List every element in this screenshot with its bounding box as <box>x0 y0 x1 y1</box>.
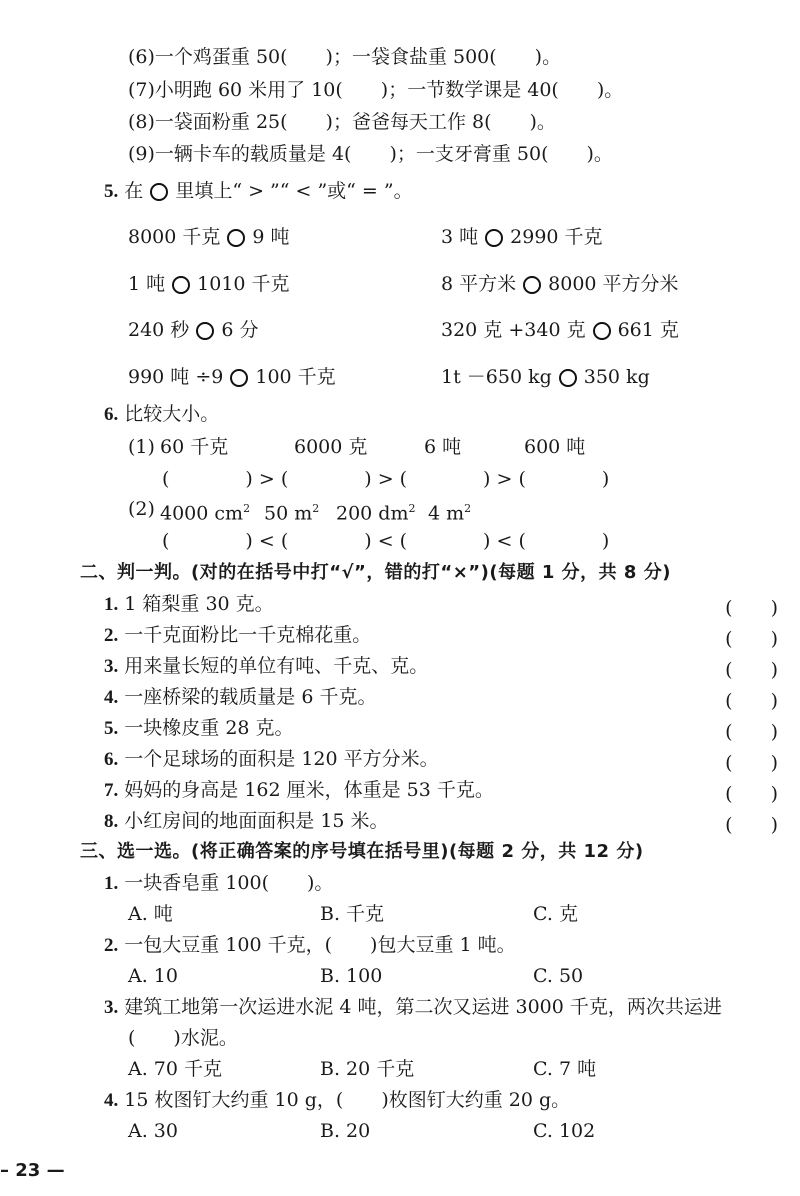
section2-title: 二、判一判。(对的在括号中打“√”，错的打“×”)(每题 1 分，共 8 分) <box>80 562 671 583</box>
page-number: – 23 — <box>0 1160 65 1181</box>
choice-q3: 3. 建筑工地第一次运进水泥 4 吨，第二次又运进 3000 千克，两次共运进 <box>104 996 722 1018</box>
q5-prompt-after: 里填上“ > ”“ < ”或“ = ”。 <box>175 180 413 202</box>
compare-circle[interactable] <box>559 369 577 387</box>
choice-q4: 4. 15 枚图钉大约重 10 g，( )枚图钉大约重 20 g。 <box>104 1089 571 1111</box>
section3-title: 三、选一选。(将正确答案的序号填在括号里)(每题 2 分，共 12 分) <box>80 841 644 862</box>
q6-sub1-item: 6000 克 <box>294 436 368 458</box>
judge-item-4: 4. 一座桥梁的载质量是 6 千克。 <box>104 686 377 708</box>
q5-row-2-left: 1 吨 1010 千克 <box>128 273 290 295</box>
option-b[interactable]: B. 20 千克 <box>320 1058 415 1080</box>
q6-sub1-item: 60 千克 <box>160 436 229 458</box>
choice-q2: 2. 一包大豆重 100 千克，( )包大豆重 1 吨。 <box>104 934 516 956</box>
compare-circle[interactable] <box>172 276 190 294</box>
judge-item-1: 1. 1 箱梨重 30 克。 <box>104 593 274 615</box>
fill-item-8: (8)一袋面粉重 25( )；爸爸每天工作 8( )。 <box>128 111 556 133</box>
q5-row-3-right: 320 克 +340 克 661 克 <box>441 319 679 341</box>
q6-sub2-blanks[interactable]: ( ) < ( ) < ( ) < ( ) <box>162 530 610 552</box>
option-c[interactable]: C. 102 <box>533 1120 596 1142</box>
q6-sub1-item: 6 吨 <box>424 436 462 458</box>
option-a[interactable]: A. 吨 <box>128 903 173 925</box>
option-c[interactable]: C. 7 吨 <box>533 1058 597 1080</box>
judge-bracket[interactable]: ( ) <box>725 659 778 681</box>
circle-icon <box>150 183 168 201</box>
q6-sub1-blanks[interactable]: ( ) > ( ) > ( ) > ( ) <box>162 468 610 490</box>
q5-row-3-left: 240 秒 6 分 <box>128 319 259 341</box>
option-b[interactable]: B. 千克 <box>320 903 385 925</box>
q6-sub2-item: 4000 $cm^2$ <box>160 502 251 525</box>
q5-row-1-right: 3 吨 2990 千克 <box>441 226 603 248</box>
judge-bracket[interactable]: ( ) <box>725 628 778 650</box>
compare-circle[interactable] <box>523 276 541 294</box>
choice-q1: 1. 一块香皂重 100( )。 <box>104 872 334 894</box>
judge-bracket[interactable]: ( ) <box>725 597 778 619</box>
judge-item-2: 2. 一千克面粉比一千克棉花重。 <box>104 624 372 646</box>
q6-sub1-item: 600 吨 <box>524 436 586 458</box>
compare-circle[interactable] <box>196 322 214 340</box>
q5-number: 5. <box>104 181 119 202</box>
q6-sub2-item: 4 $m^2$ <box>428 502 472 525</box>
option-a[interactable]: A. 30 <box>128 1120 178 1142</box>
judge-item-7: 7. 妈妈的身高是 162 厘米，体重是 53 千克。 <box>104 779 494 801</box>
q5-row-4-right: 1t －650 kg 350 kg <box>441 366 650 388</box>
judge-item-8: 8. 小红房间的地面面积是 15 米。 <box>104 810 389 832</box>
fill-item-9: (9)一辆卡车的载质量是 4( )；一支牙膏重 50( )。 <box>128 143 613 165</box>
judge-bracket[interactable]: ( ) <box>725 690 778 712</box>
q6-sub2-item: 200 $dm^2$ <box>336 502 416 525</box>
q5-row-2-right: 8 平方米 8000 平方分米 <box>441 273 679 295</box>
judge-bracket[interactable]: ( ) <box>725 752 778 774</box>
compare-circle[interactable] <box>593 322 611 340</box>
q5-prompt <box>104 180 413 203</box>
q6-sub2-item: 50 $m^2$ <box>264 502 320 525</box>
q6-prompt: 6. 比较大小。 <box>104 403 220 425</box>
option-a[interactable]: A. 70 千克 <box>128 1058 223 1080</box>
option-b[interactable]: B. 20 <box>320 1120 371 1142</box>
choice-q3-cont: ( )水泥。 <box>128 1027 238 1049</box>
q6-sub2-label: (2) <box>128 498 155 520</box>
option-c[interactable]: C. 50 <box>533 965 584 987</box>
compare-circle[interactable] <box>485 229 503 247</box>
q6-sub1-label: (1) <box>128 436 155 458</box>
judge-item-3: 3. 用来量长短的单位有吨、千克、克。 <box>104 655 429 677</box>
option-b[interactable]: B. 100 <box>320 965 383 987</box>
judge-item-5: 5. 一块橡皮重 28 克。 <box>104 717 294 739</box>
fill-item-6: (6)一个鸡蛋重 50( )；一袋食盐重 500( )。 <box>128 46 562 68</box>
q5-row-1-left: 8000 千克 9 吨 <box>128 226 290 248</box>
q5-prompt-before: 在 <box>124 180 144 202</box>
judge-bracket[interactable]: ( ) <box>725 814 778 836</box>
judge-item-6: 6. 一个足球场的面积是 120 平方分米。 <box>104 748 439 770</box>
compare-circle[interactable] <box>227 229 245 247</box>
judge-bracket[interactable]: ( ) <box>725 783 778 805</box>
option-a[interactable]: A. 10 <box>128 965 178 987</box>
judge-bracket[interactable]: ( ) <box>725 721 778 743</box>
fill-item-7: (7)小明跑 60 米用了 10( )；一节数学课是 40( )。 <box>128 79 624 101</box>
compare-circle[interactable] <box>230 369 248 387</box>
option-c[interactable]: C. 克 <box>533 903 578 925</box>
q5-row-4-left: 990 吨 ÷9 100 千克 <box>128 366 336 388</box>
